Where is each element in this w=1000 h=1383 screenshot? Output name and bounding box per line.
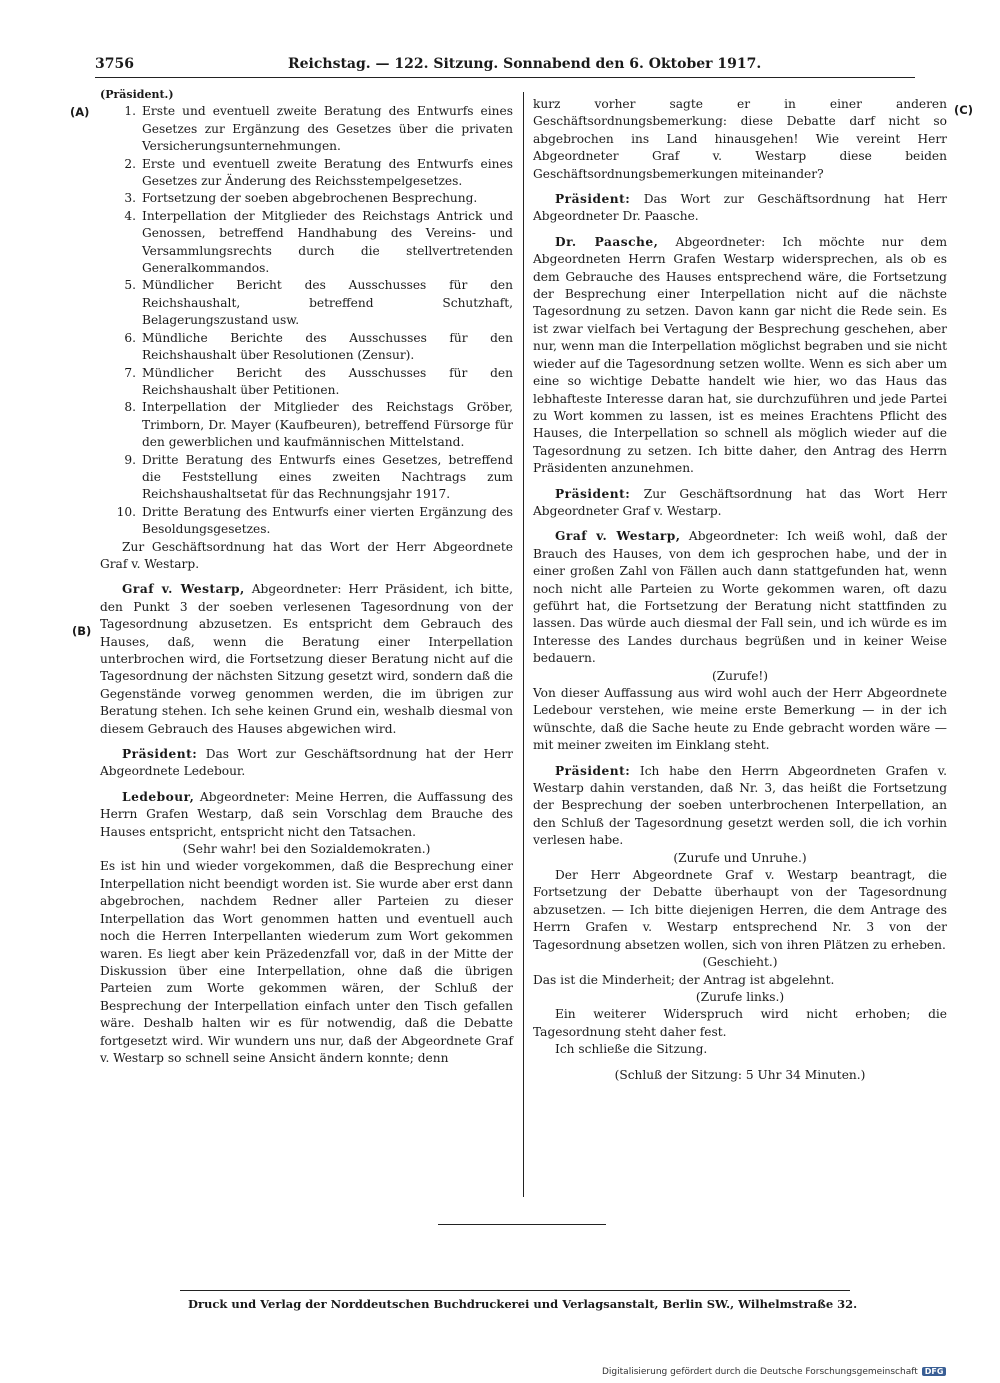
interjection: (Zurufe links.) <box>695 989 785 1004</box>
speaker-name: Ledebour, <box>122 789 195 804</box>
speech-president: Präsident: Ich habe den Herrn Abgeordneten Grafen v. Westarp dahin verstanden, daß Nr. 3, das heißt die Fortsetzung der Besprechung der soeben unterbrochenen Interpellation, an den Schluß der Tagesordnung gesetzt werden soll, die ich vorhin verlesen habe. <box>533 763 948 848</box>
list-item: 8. Interpellation der Mitglieder des Reichstags Gröber, Trimborn, Dr. Mayer (Kaufbeuren), betreffend Fürsorge für den gewerblichen und kaufmännischen Mittelstand. <box>124 400 513 450</box>
list-item: 1. Erste und eventuell zweite Beratung des Entwurfs eines Gesetzes zur Ergänzung des Gesetzes über die privaten Versicherungsunternehmungen. <box>124 104 513 154</box>
dfg-logo: DFG <box>922 1367 947 1376</box>
speaker-continuation-head: (Präsident.) <box>100 88 174 101</box>
speech-paasche: Dr. Paasche, Abgeordneter: Ich möchte nur dem Abgeordneten Herrn Grafen Westarp widersprechen, als ob es dem Gebrauche des Hauses entsprechend wäre, die Fortsetzung der Besprechung einer Interpellation nicht auf die nächste Tagesordnung zu setzen. Davon kann gar nicht die Rede sein. Es ist zwar vielfach bei Vertagung der Besprechung geschehen, aber nur, wenn man die Interpellation möglichst begraben und sie nicht wieder auf die Tagesordnung setzen wollte. Wenn es sich aber um eine so wichtige Debatte handelt wie hier, wo das Haus das lebhafteste Interesse daran hat, sie durchzuführen und jede Partei zu Wort kommen zu lassen, ist es meines Erachtens Pflicht des Hauses, die Interpellation so schnell als möglich wieder auf die Tagesordnung zu setzen. Ich bitte daher, den Antrag des Herrn Präsidenten anzunehmen. <box>533 234 947 476</box>
list-item: 4. Interpellation der Mitglieder des Reichstags Antrick und Genossen, betreffend Handhabung des Vereins- und Versammlungsrechts durch die stellvertretenden Generalkommandos. <box>124 208 513 276</box>
speaker-name: Präsident: <box>555 763 631 778</box>
interjection: (Zurufe!) <box>711 668 769 683</box>
paragraph: Zur Geschäftsordnung hat das Wort der Herr Abgeordnete Graf v. Westarp. <box>100 539 513 571</box>
list-item: 6. Mündliche Berichte des Ausschusses für den Reichshaushalt über Resolutionen (Zensur). <box>124 330 513 363</box>
speech-president: Präsident: Das Wort zur Geschäftsordnung hat der Herr Abgeordnete Ledebour. <box>100 747 514 779</box>
end-rule <box>438 1224 606 1225</box>
page-number: 3756 <box>95 56 134 72</box>
margin-mark-a: (A) <box>70 105 90 119</box>
right-column <box>533 96 947 1084</box>
paragraph: kurz vorher sagte er in einer anderen Geschäftsordnungsbemerkung: diese Debatte darf nicht so abgebrochen ins Land hinausgehen! Wie vereint Herr Abgeordneter Graf v. Westarp diese beiden Geschäftsordnungsbemerkungen miteinander? <box>533 97 947 181</box>
speaker-name: Dr. Paasche, <box>555 234 659 249</box>
left-column <box>100 86 513 1067</box>
speech-ledebour: Ledebour, Abgeordneter: Meine Herren, die Auffassung des Herrn Grafen Westarp, daß sein Vorschlag dem Brauche des Hauses entspricht, entspricht nicht den Tatsachen. <box>100 789 513 839</box>
speech-westarp: Graf v. Westarp, Abgeordneter: Ich weiß wohl, daß der Brauch des Hauses, von dem ich gesprochen habe, und der in einer großen Zahl von Fällen auch dann stattgefunden hat, wenn noch nicht alle Parteien zu Worte gekommen waren, oft dazu geführt hat, die Fortsetzung der Beratung nicht stattfinden zu lassen. Das würde auch diesmal der Fall sein, und ich würde es im Interesse des Landes durchaus begrüßen und in keiner Weise bedauern. <box>533 529 947 666</box>
paragraph: Der Herr Abgeordnete Graf v. Westarp beantragt, die Fortsetzung der Debatte überhaupt von der Tagesordnung abzusetzen. — Ich bitte diejenigen Herren, die dem Antrage des Herrn Grafen v. Westarp entsprechend Nr. 3 von der Tagesordnung absetzen wollen, sich von ihren Plätzen zu erheben. <box>533 868 947 952</box>
list-item: 3. Fortsetzung der soeben abgebrochenen Besprechung. <box>124 191 478 206</box>
list-item: 5. Mündlicher Bericht des Ausschusses für den Reichshaushalt, betreffend Schutzhaft, Belagerungszustand usw. <box>124 278 513 328</box>
list-item: 10. Dritte Beratung des Entwurfs einer vierten Ergänzung des Besoldungsgesetzes. <box>116 504 513 537</box>
speech-president: Präsident: Zur Geschäftsordnung hat das Wort Herr Abgeordneter Graf v. Westarp. <box>533 486 947 518</box>
interjection: (Geschieht.) <box>702 955 778 970</box>
paragraph: Von dieser Auffassung aus wird wohl auch der Herr Abgeordnete Ledebour verstehen, wie meine erste Bemerkung — in der ich wünschte, daß die Sache heute zu Ende gebracht worden wäre — mit meiner zweiten im Einklang steht. <box>533 686 947 753</box>
speaker-name: Präsident: <box>122 747 198 762</box>
digitization-note: Digitalisierung gefördert durch die Deutsche Forschungsgemeinschaft DFG <box>602 1367 946 1377</box>
margin-mark-c: (C) <box>954 103 973 117</box>
speaker-name: Präsident: <box>555 486 631 501</box>
speaker-name: Graf v. Westarp, <box>555 529 681 544</box>
header-rule <box>95 77 915 78</box>
speaker-name: Graf v. Westarp, <box>122 582 245 597</box>
interjection: (Sehr wahr! bei den Sozialdemokraten.) <box>182 842 431 857</box>
paragraph: Ein weiterer Widerspruch wird nicht erhoben; die Tagesordnung steht daher fest. <box>533 1007 947 1039</box>
imprint: Druck und Verlag der Norddeutschen Buchdruckerei und Verlagsanstalt, Berlin SW., Wilhelmstraße 32. <box>188 1297 858 1311</box>
speech-westarp: Graf v. Westarp, Abgeordneter: Herr Präsident, ich bitte, den Punkt 3 der soeben verlesenen Tagesordnung von der Tagesordnung abzusetzen. Es entspricht dem Gebrauch des Hauses, daß, wenn die Beratung einer Interpellation unterbrochen wird, die Fortsetzung dieser Beratung nicht auf die Tagesordnung der nächsten Sitzung gesetzt wird, sondern daß die Gegenstände vorweg genommen werden, die im übrigen zur Beratung stehen. Ich sehe keinen Grund ein, weshalb diesmal von diesem Gebrauch des Hauses abgewichen wird. <box>100 582 514 736</box>
interjection: (Zurufe und Unruhe.) <box>673 850 807 865</box>
list-item: 9. Dritte Beratung des Entwurfs eines Gesetzes, betreffend die Feststellung eines zweiten Nachtrags zum Reichshaushaltsetat für das Rechnungsjahr 1917. <box>124 452 513 502</box>
paragraph: Ich schließe die Sitzung. <box>555 1042 708 1057</box>
column-divider <box>523 92 524 1197</box>
list-item: 7. Mündlicher Bericht des Ausschusses für den Reichshaushalt über Petitionen. <box>124 365 513 397</box>
speaker-name: Präsident: <box>555 192 631 207</box>
agenda-list <box>100 103 513 538</box>
running-title: Reichstag. — 122. Sitzung. Sonnabend den 6. Oktober 1917. <box>288 56 762 72</box>
footer-rule <box>180 1290 850 1291</box>
paragraph: Das ist die Minderheit; der Antrag ist abgelehnt. <box>533 972 835 987</box>
session-end: (Schluß der Sitzung: 5 Uhr 34 Minuten.) <box>614 1067 866 1082</box>
list-item: 2. Erste und eventuell zweite Beratung des Entwurfs eines Gesetzes zur Änderung des Reichsstempelgesetzes. <box>124 156 513 189</box>
margin-mark-b: (B) <box>72 624 92 638</box>
speech-president: Präsident: Das Wort zur Geschäftsordnung hat Herr Abgeordneter Dr. Paasche. <box>533 192 947 224</box>
paragraph: Es ist hin und wieder vorgekommen, daß die Besprechung einer Interpellation nicht beendigt worden ist. Sie wurde aber erst dann abgebrochen, nachdem Redner aller Parteien zu dieser Interpellation das Wort genommen hatten und eventuell auch noch die Herren Interpellanten wiederum zum Wort gekommen waren. Es liegt aber kein Präzedenzfall vor, daß in der Mitte der Diskussion über eine Interpellation, ohne daß die übrigen Parteien zum Worte gekommen wären, der Schluß der Besprechung der Interpellation einfach unter den Tisch gefallen wäre. Deshalb halten wir es für notwendig, daß die Debatte fortgesetzt wird. Wir wundern uns nur, daß der Abgeordnete Graf v. Westarp so schnell seine Ansicht ändern konnte; denn <box>100 859 513 1065</box>
